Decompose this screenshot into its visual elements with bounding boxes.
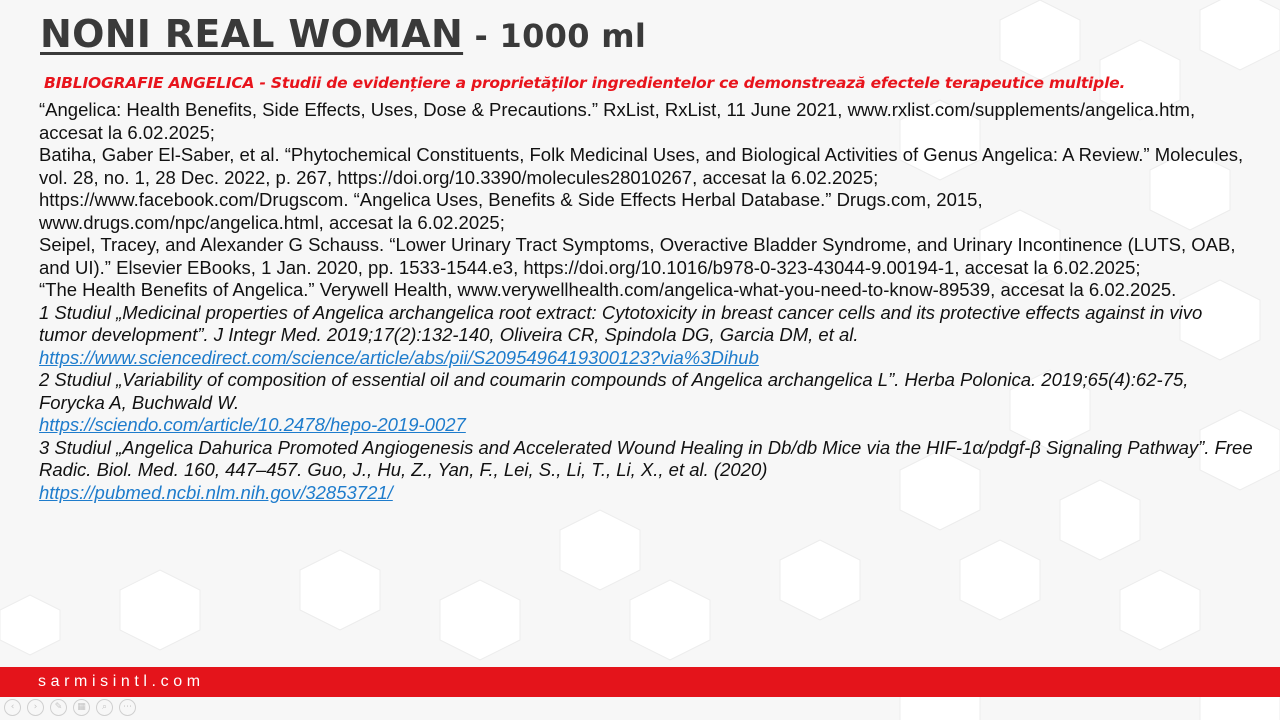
study-item: 2 Studiul „Variability of composition of essential oil and coumarin compounds of Angelica archangelica L”. Herba Polonica. 2019;65(4):62-75, Forycka A, Buchwald W. xyxy=(39,369,1189,413)
study-item: 3 Studiul „Angelica Dahurica Promoted Angiogenesis and Accelerated Wound Healing in Db/db Mice via the HIF-1α/pdgf-β Signaling Pathway”. Free Radic. Biol. Med. 160, 447–457. Guo, J., Hu, Z., Yan, F., Lei, S., Li, T., Li, X., et al. (2020) xyxy=(39,436,1253,480)
slides-icon[interactable]: ▦ xyxy=(73,699,90,716)
reference-list xyxy=(39,99,1254,504)
reference-item: Batiha, Gaber El-Saber, et al. “Phytochemical Constituents, Folk Medicinal Uses, and Biological Activities of Genus Angelica: A Review.” Molecules, vol. 28, no. 1, 28 Dec. 2022, p. 267, https://doi.org/10.3390/molecules28010267, accesat la 6.02.2025; xyxy=(39,144,1244,188)
more-icon[interactable]: ⋯ xyxy=(119,699,136,716)
pen-icon[interactable]: ✎ xyxy=(50,699,67,716)
reference-item: Seipel, Tracey, and Alexander G Schauss. “Lower Urinary Tract Symptoms, Overactive Bladder Syndrome, and Urinary Incontinence (LUTS, OAB, and UI).” Elsevier EBooks, 1 Jan. 2020, pp. 1533-1544.e3, https://doi.org/10.1016/b978-0-323-43044-9.00194-1, accesat la 6.02.2025; xyxy=(39,234,1236,278)
arrow-right-icon[interactable]: › xyxy=(27,699,44,716)
study-link[interactable]: https://sciendo.com/article/10.2478/hepo-2019-0027 xyxy=(39,414,466,435)
slideshow-toolbar xyxy=(4,697,136,717)
arrow-left-icon[interactable]: ‹ xyxy=(4,699,21,716)
title-main: NONI REAL WOMAN xyxy=(40,12,464,56)
study-link[interactable]: https://www.sciencedirect.com/science/article/abs/pii/S2095496419300123?via%3Dihub xyxy=(39,346,759,368)
bibliography-heading: BIBLIOGRAFIE ANGELICA - Studii de evidențiere a proprietăților ingredientelor ce demonstrează efectele terapeutice multiple. xyxy=(44,74,1126,92)
reference-item: “Angelica: Health Benefits, Side Effects, Uses, Dose & Precautions.” RxList, RxList, 11 June 2021, www.rxlist.com/supplements/angelica.htm, accesat la 6.02.2025; xyxy=(39,99,1196,143)
reference-item: https://www.facebook.com/Drugscom. “Angelica Uses, Benefits & Side Effects Herbal Database.” Drugs.com, 2015, www.drugs.com/npc/angelica.html, accesat la 6.02.2025; xyxy=(39,189,983,233)
footer-website: sarmisintl.com xyxy=(38,673,205,690)
study-link[interactable]: https://pubmed.ncbi.nlm.nih.gov/32853721/ xyxy=(39,481,393,503)
reference-item: “The Health Benefits of Angelica.” Verywell Health, www.verywellhealth.com/angelica-what-you-need-to-know-89539, accesat la 6.02.2025. xyxy=(39,279,1177,300)
title-suffix: - 1000 ml xyxy=(463,17,647,55)
zoom-icon[interactable]: ⌕ xyxy=(96,699,113,716)
page-title xyxy=(40,12,646,56)
study-item: 1 Studiul „Medicinal properties of Angelica archangelica root extract: Cytotoxicity in breast cancer cells and its protective effects against in vivo tumor development”. J Integr Med. 2019;17(2):132-140, Oliveira CR, Spindola DG, Garcia DM, et al. xyxy=(39,301,1203,345)
